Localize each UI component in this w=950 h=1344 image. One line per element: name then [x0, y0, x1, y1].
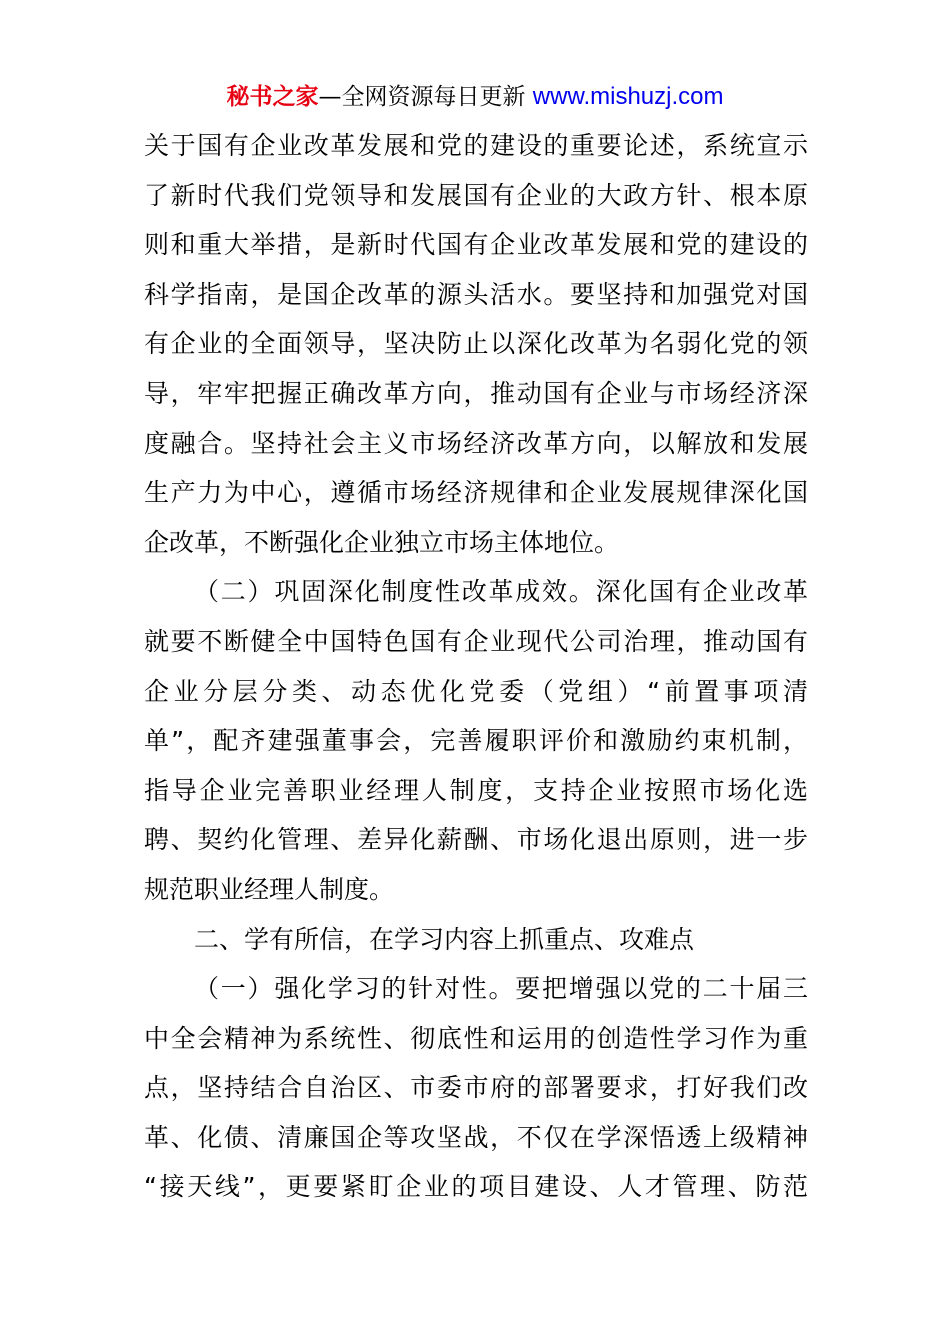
text-line: 科学指南，是国企改革的源头活水。要坚持和加强党对国	[144, 279, 808, 309]
text-line: 企业分层分类、动态优化党委（党组）“前置事项清	[144, 676, 808, 706]
text-line: 规范职业经理人制度。	[144, 874, 395, 904]
text-line: 生产力为中心，遵循市场经济规律和企业发展规律深化国	[144, 478, 808, 508]
text-line: 指导企业完善职业经理人制度，支持企业按照市场化选	[144, 775, 808, 805]
text-line: 度融合。坚持社会主义市场经济改革方向，以解放和发展	[144, 428, 808, 458]
text-line: 中全会精神为系统性、彻底性和运用的创造性学习作为重	[144, 1023, 808, 1053]
document-body	[144, 121, 808, 1212]
text-line: 企改革，不断强化企业独立市场主体地位。	[144, 527, 620, 557]
site-url-link[interactable]: www.mishuzj.com	[532, 83, 724, 110]
text-line: 有企业的全面领导，坚决防止以深化改革为名弱化党的领	[144, 329, 808, 359]
text-line: 导，牢牢把握正确改革方向，推动国有企业与市场经济深	[144, 378, 808, 408]
text-line: 就要不断健全中国特色国有企业现代公司治理，推动国有	[144, 626, 808, 656]
site-brand: 秘书之家	[226, 84, 319, 110]
text-line: （一）强化学习的针对性。要把增强以党的二十届三	[194, 974, 808, 1004]
text-line: 点，坚持结合自治区、市委市府的部署要求，打好我们改	[144, 1073, 808, 1103]
text-line: （二）巩固深化制度性改革成效。深化国有企业改革	[194, 577, 808, 607]
site-header	[0, 81, 950, 113]
section-heading: 二、学有所信，在学习内容上抓重点、攻难点	[194, 924, 695, 954]
site-tagline: —全网资源每日更新	[318, 84, 526, 110]
text-line: 则和重大举措，是新时代国有企业改革发展和党的建设的	[144, 230, 808, 260]
text-line: 革、化债、清廉国企等攻坚战，不仅在学深悟透上级精神	[144, 1122, 808, 1152]
text-line: 了新时代我们党领导和发展国有企业的大政方针、根本原	[144, 180, 808, 210]
text-line: 关于国有企业改革发展和党的建设的重要论述，系统宣示	[144, 131, 808, 160]
text-line: 单”，配齐建强董事会，完善履职评价和激励约束机制，	[144, 726, 808, 756]
text-line: “接天线”，更要紧盯企业的项目建设、人才管理、防范	[144, 1172, 808, 1202]
text-line: 聘、契约化管理、差异化薪酬、市场化退出原则，进一步	[144, 825, 808, 855]
